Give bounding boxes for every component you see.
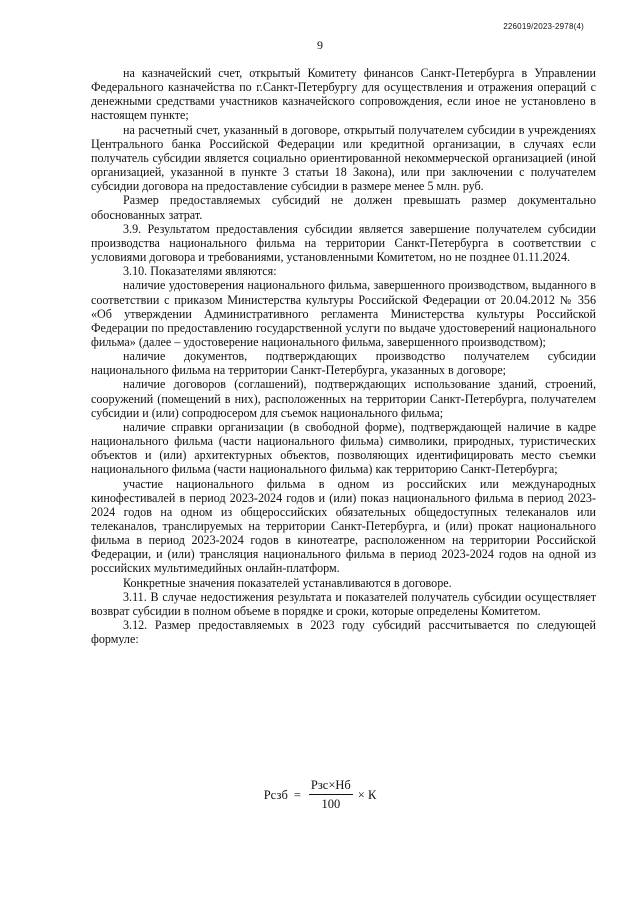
formula-lhs: Рсзб	[263, 787, 288, 802]
paragraph: 3.12. Размер предоставляемых в 2023 году субсидий рассчитывается по следующей формуле:	[91, 618, 596, 647]
formula-numerator: Рзс×Нб	[309, 778, 353, 795]
paragraph: Размер предоставляемых субсидий не должен превышать размер документально обоснованных затрат.	[91, 193, 596, 222]
paragraph: Конкретные значения показателей устанавливаются в договоре.	[123, 575, 452, 590]
formula-multiplier: × К	[357, 787, 377, 802]
paragraph: наличие удостоверения национального фильма, завершенного производством, выданного в соответствии с приказом Министерства культуры Российской Федерации от 20.04.2012 № 356 «Об утверждении Административного регламента Министерства культуры Российской Федерации по предоставлению государственной услуги по выдаче удостоверений национального фильма» (далее – удостоверение национального фильма, завершенного производством);	[91, 278, 596, 349]
paragraph: на казначейский счет, открытый Комитету финансов Санкт-Петербурга в Управлении Федерального казначейства по г.Санкт-Петербургу для осуществления и отражения операций с денежными средствами участников казначейского сопровождения, если иное не установлено в настоящем пункте;	[91, 66, 596, 123]
document-id: 226019/2023-2978(4)	[503, 22, 584, 31]
formula-fraction	[309, 778, 353, 812]
paragraph: наличие договоров (соглашений), подтверждающих использование зданий, строений, сооружений (помещений в них), расположенных на территории Санкт-Петербурга, получателем субсидии и (или) сопродюсером для съемок национального фильма;	[91, 377, 596, 420]
paragraph: 3.11. В случае недостижения результата и показателей получатель субсидии осуществляет возврат субсидии в полном объеме в порядке и сроки, которые определены Комитетом.	[91, 589, 596, 618]
paragraph: участие национального фильма в одном из российских или международных кинофестивалей в период 2023-2024 годов и (или) показ национального фильма в период 2023-2024 годов на одном из общероссийских обязательных общедоступных телеканалов или телеканалов, транслируемых на территории Санкт-Петербурга, и (или) прокат национального фильма в период 2023-2024 годов в кинотеатре, расположенном на территории Российской Федерации, и (или) трансляция национального фильма в период 2023-2024 годов на одной из российских мультимедийных онлайн-платформ.	[91, 476, 596, 576]
paragraph: на расчетный счет, указанный в договоре, открытый получателем субсидии в учреждениях Центрального банка Российской Федерации или кредитной организации, в случаях если получатель субсидии является социально ориентированной некоммерческой организацией (иной организацией, указанной в пункте 3 статьи 18 Закона), или при заключении с получателем субсидии договора на предоставление субсидии в размере менее 5 млн. руб.	[91, 122, 596, 194]
paragraph: наличие справки организации (в свободной форме), подтверждающей наличие в кадре национального фильма (части национального фильма) символики, природных, туристических объектов и (или) архитектурных объектов, позволяющих идентифицировать место съемки национального фильма (части национального фильма) как территорию Санкт-Петербурга;	[91, 419, 596, 477]
paragraph: 3.10. Показателями являются:	[123, 264, 277, 279]
document-body	[91, 66, 596, 646]
page-number: 9	[317, 38, 323, 52]
paragraph: наличие документов, подтверждающих производство получателем субсидии национального фильма на территории Санкт-Петербурга, указанных в договоре;	[91, 349, 596, 378]
formula-equals: =	[293, 787, 301, 802]
formula-denominator: 100	[321, 797, 341, 811]
paragraph: 3.9. Результатом предоставления субсидии является завершение получателем субсидии производства национального фильма на территории Санкт-Петербурга в соответствии с условиями договора и требованиями, установленными Комитетом, но не позднее 01.11.2024.	[91, 221, 596, 265]
subsidy-formula	[0, 778, 640, 812]
